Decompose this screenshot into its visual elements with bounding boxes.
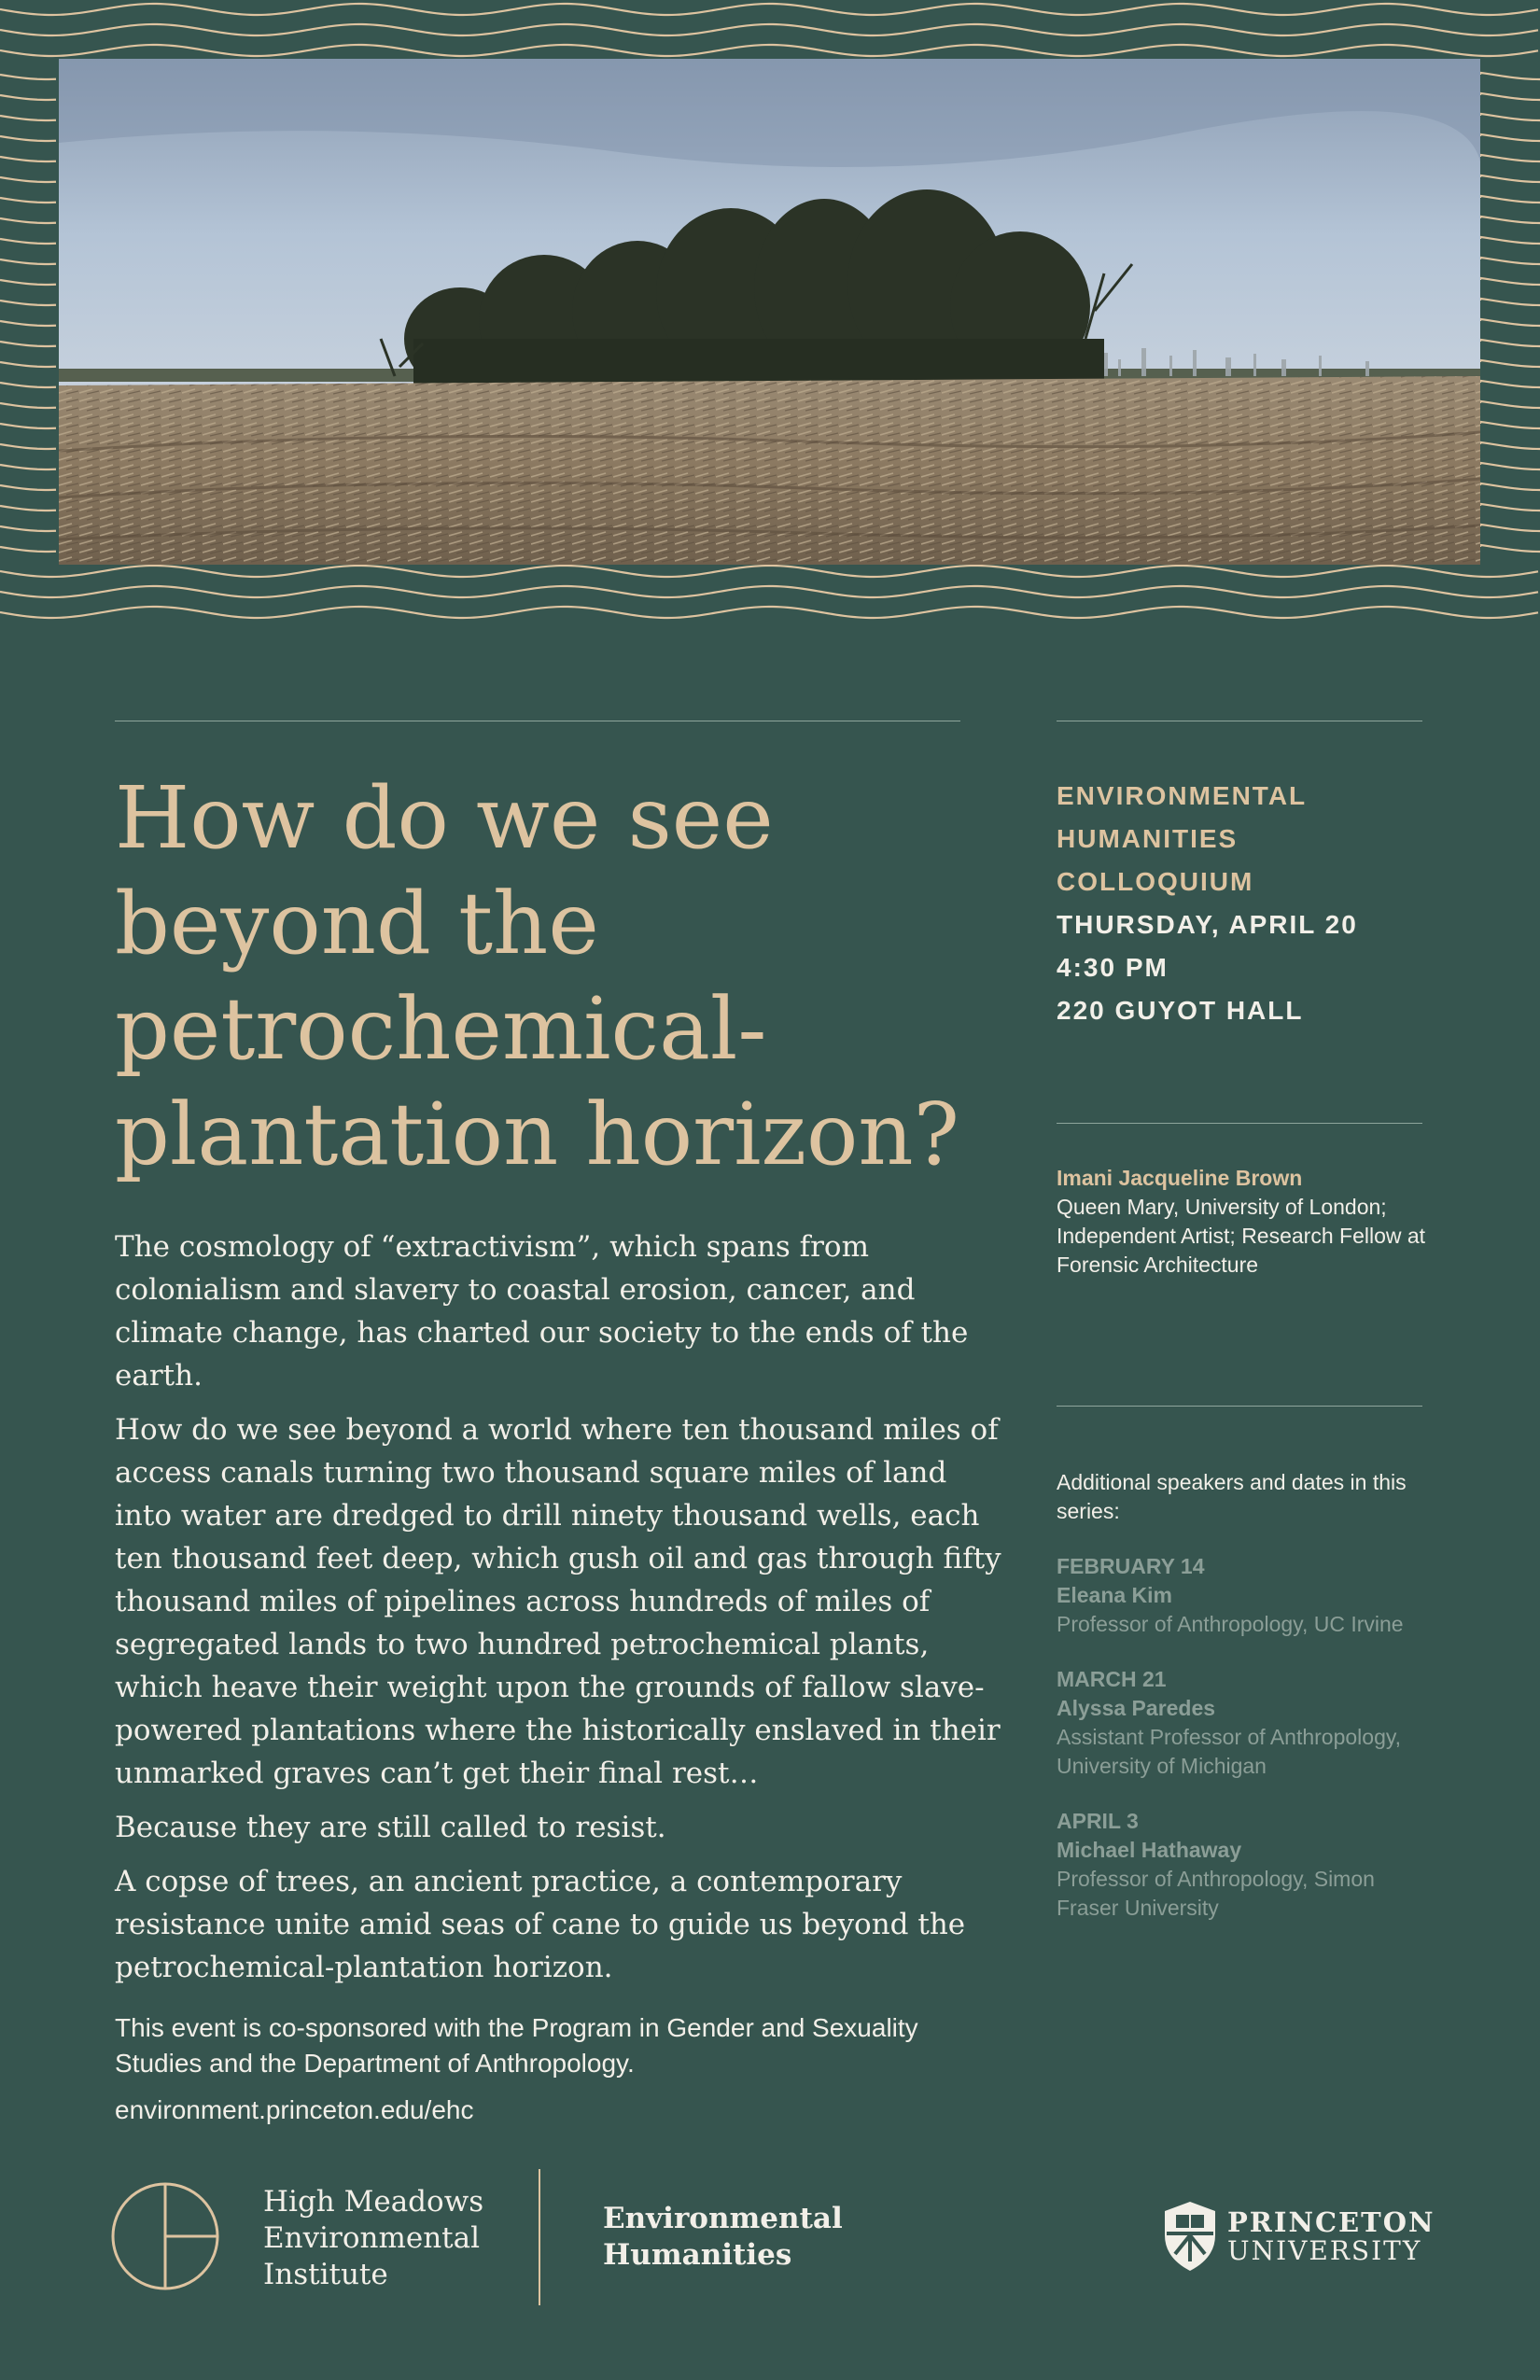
wave-line — [0, 136, 56, 141]
wave-line — [0, 239, 56, 244]
wave-line — [1480, 114, 1540, 120]
princeton-wordmark-line2: UNIVERSITY — [1227, 2235, 1422, 2266]
wave-line — [0, 362, 56, 367]
item-date: APRIL 3 — [1057, 1809, 1139, 1833]
series-name-line: HUMANITIES — [1057, 824, 1239, 853]
speaker-affiliation: Queen Mary, University of London; Independent Artist; Research Fellow at Forensic Architecture — [1057, 1195, 1426, 1277]
wave-line — [0, 75, 56, 79]
wave-line — [1480, 258, 1540, 264]
headline-line: beyond the — [115, 874, 599, 973]
wave-line — [1480, 73, 1540, 79]
hmei-line: High Meadows — [263, 2185, 484, 2219]
series-name-line: ENVIRONMENTAL — [1057, 781, 1308, 810]
wave-line — [1480, 155, 1540, 161]
body-text — [115, 1225, 1001, 2000]
hmei-wordmark — [263, 2184, 483, 2293]
wave-line — [0, 4, 1538, 15]
wave-line — [0, 566, 1538, 577]
wave-line — [1480, 93, 1540, 100]
eh-wordmark — [603, 2201, 843, 2274]
list-item — [1057, 1665, 1430, 1781]
item-title: Assistant Professor of Anthropology, University of Michigan — [1057, 1725, 1402, 1778]
wave-line — [1480, 422, 1540, 428]
wave-line — [1480, 504, 1540, 511]
wave-line — [0, 607, 1538, 618]
headline-line: How do we see — [115, 768, 774, 868]
wave-line — [0, 177, 56, 182]
item-name: Michael Hathaway — [1057, 1838, 1242, 1862]
wave-line — [0, 342, 56, 346]
body-paragraph: How do we see beyond a world where ten thousand miles of access canals turning two thousand square miles of land into water are dredged to drill ninety thousand wells, each ten thousand feet deep, which gush oil and gas through fifty thousand miles of pipelines across hundreds of miles of segregated lands to two hundred petrochemical plants, which heave their weight upon the grounds of fallow slave-powered plantations where the historically enslaved in their unmarked graves can’t get their final rest… — [115, 1413, 1001, 1790]
wave-line — [0, 403, 56, 408]
item-name: Alyssa Paredes — [1057, 1696, 1216, 1720]
eh-line: Humanities — [603, 2238, 792, 2272]
wave-line — [0, 95, 56, 100]
additional-heading: Additional speakers and dates in this series: — [1057, 1470, 1407, 1523]
wave-line — [0, 280, 56, 285]
wave-line — [0, 547, 56, 552]
series-top-rule — [1057, 1406, 1422, 1407]
wave-line — [0, 444, 56, 449]
sponsor-text: This event is co-sponsored with the Program in Gender and Sexuality Studies and the Department of Anthropology. — [115, 2013, 918, 2078]
wave-line — [0, 424, 56, 428]
wave-line — [0, 526, 56, 531]
headline-line: petrochemical- — [115, 979, 767, 1079]
wave-line — [0, 485, 56, 490]
sponsor-section — [115, 2010, 1001, 2139]
eh-line: Environmental — [603, 2202, 843, 2235]
wave-line — [1480, 463, 1540, 469]
page-title — [115, 765, 973, 1187]
hmei-logo-icon — [110, 2181, 220, 2291]
wave-line — [1480, 134, 1540, 141]
wave-line — [0, 506, 56, 511]
princeton-wordmark-line1: PRINCETON — [1227, 2206, 1435, 2238]
wave-line — [0, 586, 1538, 597]
wave-line — [0, 259, 56, 264]
wave-line — [1480, 525, 1540, 531]
wave-line — [1480, 483, 1540, 490]
wave-line — [0, 321, 56, 326]
item-title: Professor of Anthropology, Simon Fraser University — [1057, 1867, 1375, 1920]
hmei-line: Institute — [263, 2258, 388, 2291]
wave-line — [1480, 381, 1540, 387]
wave-line — [0, 383, 56, 387]
hmei-line: Environmental — [263, 2221, 481, 2255]
series-name-line: COLLOQUIUM — [1057, 867, 1254, 896]
speaker-info — [1057, 1164, 1430, 1280]
wave-line — [1480, 442, 1540, 449]
wave-line — [1480, 237, 1540, 244]
wave-line — [0, 218, 56, 223]
wave-line — [0, 198, 56, 203]
wave-line — [1480, 545, 1540, 552]
wave-line — [1480, 401, 1540, 408]
body-paragraph: A copse of trees, an ancient practice, a contemporary resistance unite amid seas of cane to guide us beyond the petrochemical-plantation horizon. — [115, 1865, 966, 1984]
body-paragraph: The cosmology of “extractivism”, which spans from colonialism and slavery to coastal erosion, cancer, and climate change, has charted our society to the ends of the earth. — [115, 1230, 969, 1393]
wave-line — [1480, 360, 1540, 367]
event-location: 220 GUYOT HALL — [1057, 996, 1304, 1025]
wave-line — [0, 301, 56, 305]
event-date: THURSDAY, APRIL 20 — [1057, 910, 1358, 939]
wave-line — [1480, 175, 1540, 182]
item-date: FEBRUARY 14 — [1057, 1554, 1205, 1578]
wave-line — [1480, 319, 1540, 326]
list-item — [1057, 1807, 1430, 1923]
speaker-top-rule — [1057, 1123, 1422, 1124]
wave-line — [1480, 340, 1540, 346]
footer-divider — [539, 2169, 540, 2305]
wave-line — [0, 116, 56, 120]
item-title: Professor of Anthropology, UC Irvine — [1057, 1612, 1404, 1636]
wave-line — [0, 45, 1538, 56]
item-date: MARCH 21 — [1057, 1667, 1167, 1691]
hero-landscape-photo — [59, 59, 1480, 565]
wave-line — [1480, 196, 1540, 203]
wave-line — [0, 465, 56, 469]
wave-line — [0, 157, 56, 161]
body-paragraph: Because they are still called to resist. — [115, 1811, 666, 1844]
princeton-shield-icon — [1161, 2200, 1219, 2273]
headline-line: plantation horizon? — [115, 1085, 959, 1184]
list-item — [1057, 1552, 1430, 1639]
wave-line — [1480, 299, 1540, 305]
wave-line — [0, 24, 1538, 35]
event-time: 4:30 PM — [1057, 953, 1169, 982]
additional-speakers — [1057, 1468, 1430, 1923]
website-link[interactable]: environment.princeton.edu/ehc — [115, 2095, 474, 2124]
speaker-name: Imani Jacqueline Brown — [1057, 1166, 1303, 1190]
wave-line — [1480, 278, 1540, 285]
event-info — [1057, 775, 1430, 1032]
wave-line — [1480, 217, 1540, 223]
item-name: Eleana Kim — [1057, 1583, 1172, 1607]
